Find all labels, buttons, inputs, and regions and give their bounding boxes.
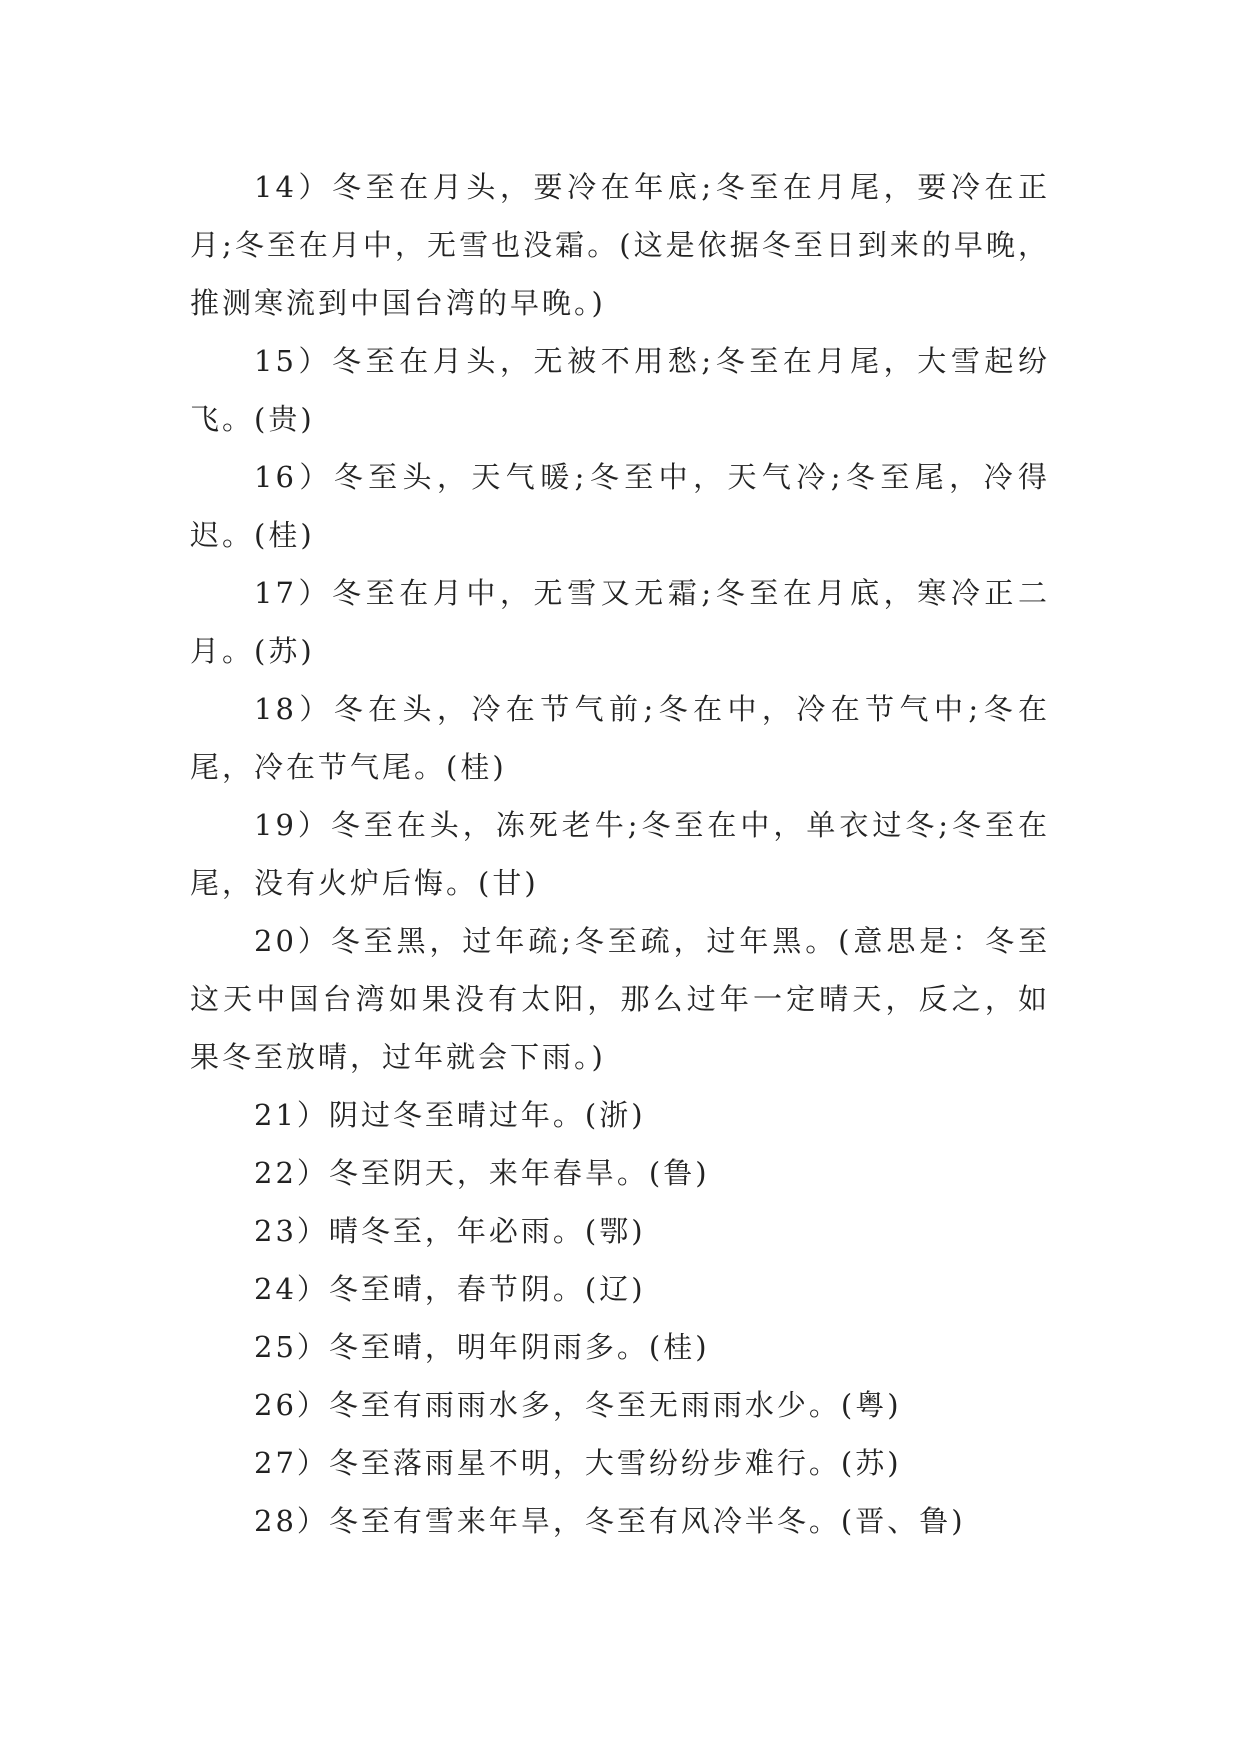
proverb-item-27: 27）冬至落雨星不明，大雪纷纷步难行。(苏) [254, 1446, 902, 1480]
proverb-list [190, 158, 1050, 1550]
proverb-item-23: 23）晴冬至，年必雨。(鄂) [254, 1214, 646, 1248]
proverb-item-17: 17）冬至在月中，无雪又无霜;冬至在月底，寒冷正二月。(苏) [190, 576, 1050, 668]
proverb-item-26: 26）冬至有雨雨水多，冬至无雨雨水少。(粤) [254, 1388, 902, 1422]
proverb-item-19: 19）冬至在头，冻死老牛;冬至在中，单衣过冬;冬至在尾，没有火炉后悔。(甘) [190, 808, 1050, 900]
proverb-item-28: 28）冬至有雪来年旱，冬至有风冷半冬。(晋、鲁) [254, 1504, 966, 1538]
proverb-item-16: 16）冬至头，天气暖;冬至中，天气冷;冬至尾，冷得迟。(桂) [190, 460, 1050, 552]
proverb-item-18: 18）冬在头，冷在节气前;冬在中，冷在节气中;冬在尾，冷在节气尾。(桂) [190, 692, 1050, 784]
proverb-item-20: 20）冬至黑，过年疏;冬至疏，过年黑。(意思是：冬至这天中国台湾如果没有太阳，那么过年一定晴天，反之，如果冬至放晴，过年就会下雨。) [190, 924, 1050, 1074]
proverb-item-22: 22）冬至阴天，来年春旱。(鲁) [254, 1156, 710, 1190]
proverb-item-15: 15）冬至在月头，无被不用愁;冬至在月尾，大雪起纷飞。(贵) [190, 344, 1050, 436]
proverb-item-14: 14）冬至在月头，要冷在年底;冬至在月尾，要冷在正月;冬至在月中，无雪也没霜。(这是依据冬至日到来的早晚，推测寒流到中国台湾的早晚。) [190, 170, 1050, 320]
proverb-item-21: 21）阴过冬至晴过年。(浙) [254, 1098, 646, 1132]
proverb-item-24: 24）冬至晴，春节阴。(辽) [254, 1272, 646, 1306]
proverb-item-25: 25）冬至晴，明年阴雨多。(桂) [254, 1330, 710, 1364]
